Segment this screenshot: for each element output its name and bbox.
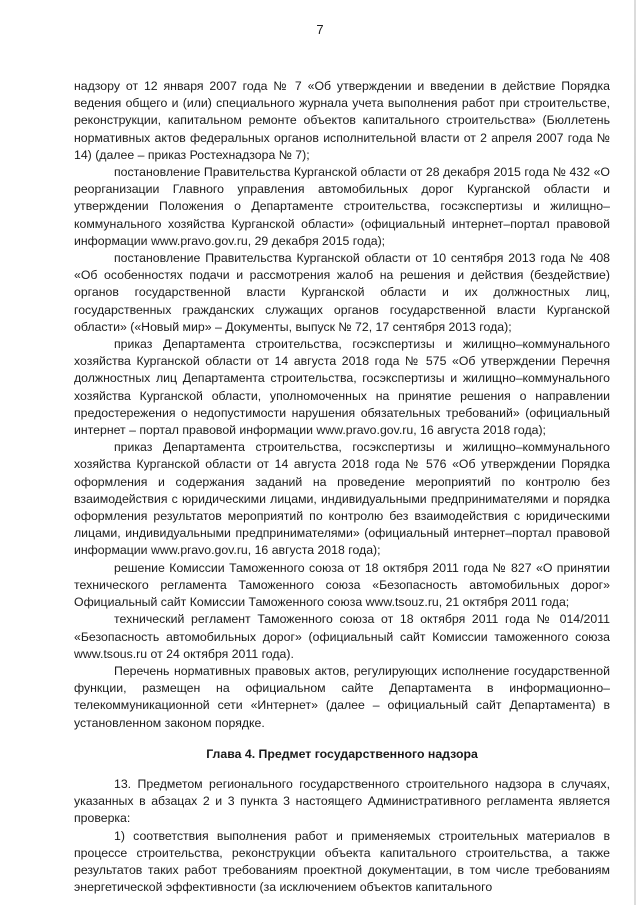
scan-edge-shadow [634, 0, 636, 905]
paragraph-resolution-408: постановление Правительства Курганской области от 10 сентября 2013 года № 408 «Об особенностях подачи и рассмотрения жалоб на решения и действия (бездействие) органов государственной власти Курганской области и их должностных лиц, государственных гражданских служащих органов государственной власти Курганской области» («Новый мир» – Документы, выпуск № 72, 17 сентября 2013 года); [74, 251, 610, 334]
paragraph-subitem-1: 1) соответствия выполнения работ и применяемых строительных материалов в процессе строительства, реконструкции объекта капитального строительства, а также результатов таких работ требованиям проектной документации, в том числе требованиям энергетической эффективности (за исключением объектов капитального [74, 828, 610, 895]
paragraph-tech-regulation-014: технический регламент Таможенного союза от 18 октября 2011 года № 014/2011 «Безопасность автомобильных дорог» (официальный сайт Комиссии таможенного союза www.tsous.ru от 24 октября 2011 года). [74, 612, 610, 661]
paragraph-order-rostekhnadzor-7: надзору от 12 января 2007 года № 7 «Об утверждении и введении в действие Порядка ведения общего и (или) специального журнала учета выполнения работ при строительстве, реконструкции, капитальном ремонте объектов капитального строительства» (Бюллетень нормативных актов федеральных органов исполнительной власти от 2 апреля 2007 года № 14) (далее – приказ Ростехнадзора № 7); [74, 79, 610, 162]
paragraph-list-of-acts: Перечень нормативных правовых актов, регулирующих исполнение государственной функции, размещен на официальном сайте Департамента в информационно–телекоммуникационной сети «Интернет» (далее – официальный сайт Департамента) в установленном законом порядке. [74, 663, 610, 730]
chapter-heading: Глава 4. Предмет государственного надзора [206, 746, 478, 761]
page-number: 7 [316, 22, 324, 37]
paragraph-order-575: приказ Департамента строительства, госэкспертизы и жилищно–коммунального хозяйства Курганской области от 14 августа 2018 года № 575 «Об утверждении Перечня должностных лиц Департамента строительства, госэкспертизы и жилищно–коммунального хозяйства Курганской области, уполномоченных на принятие решения о направлении предостережения о недопустимости нарушения обязательных требований» (официальный интернет – портал правовой информации www.pravo.gov.ru, 16 августа 2018 года); [74, 337, 610, 438]
paragraph-resolution-432: постановление Правительства Курганской области от 28 декабря 2015 года № 432 «О реорганизации Главного управления автомобильных дорог Курганской области и утверждении Положения о Департаменте строительства, госэкспертизы и жилищно–коммунального хозяйства Курганской области» (официальный интернет–портал правовой информации www.pravo.gov.ru, 29 декабря 2015 года); [74, 165, 610, 248]
document-body [74, 78, 610, 896]
paragraph-order-576: приказ Департамента строительства, госэкспертизы и жилищно–коммунального хозяйства Курганской области от 14 августа 2018 года № 576 «Об утверждении Порядка оформления и содержания заданий на проведение мероприятий по контролю без взаимодействия с юридическими лицами, индивидуальными предпринимателями и порядка оформления результатов мероприятий по контролю без взаимодействия с юридическими лицами, индивидуальными предпринимателями» (официальный интернет–портал правовой информации www.pravo.gov.ru, 16 августа 2018 года); [74, 440, 610, 558]
paragraph-decision-827: решение Комиссии Таможенного союза от 18 октября 2011 года № 827 «О принятии технического регламента Таможенного союза «Безопасность автомобильных дорог» Официальный сайт Комиссии Таможенного союза www.tsouz.ru, 21 октября 2011 года; [74, 560, 610, 610]
paragraph-item-13: 13. Предметом регионального государственного строительного надзора в случаях, указанных в абзацах 2 и 3 пункта 3 настоящего Административного регламента является проверка: [74, 776, 610, 826]
